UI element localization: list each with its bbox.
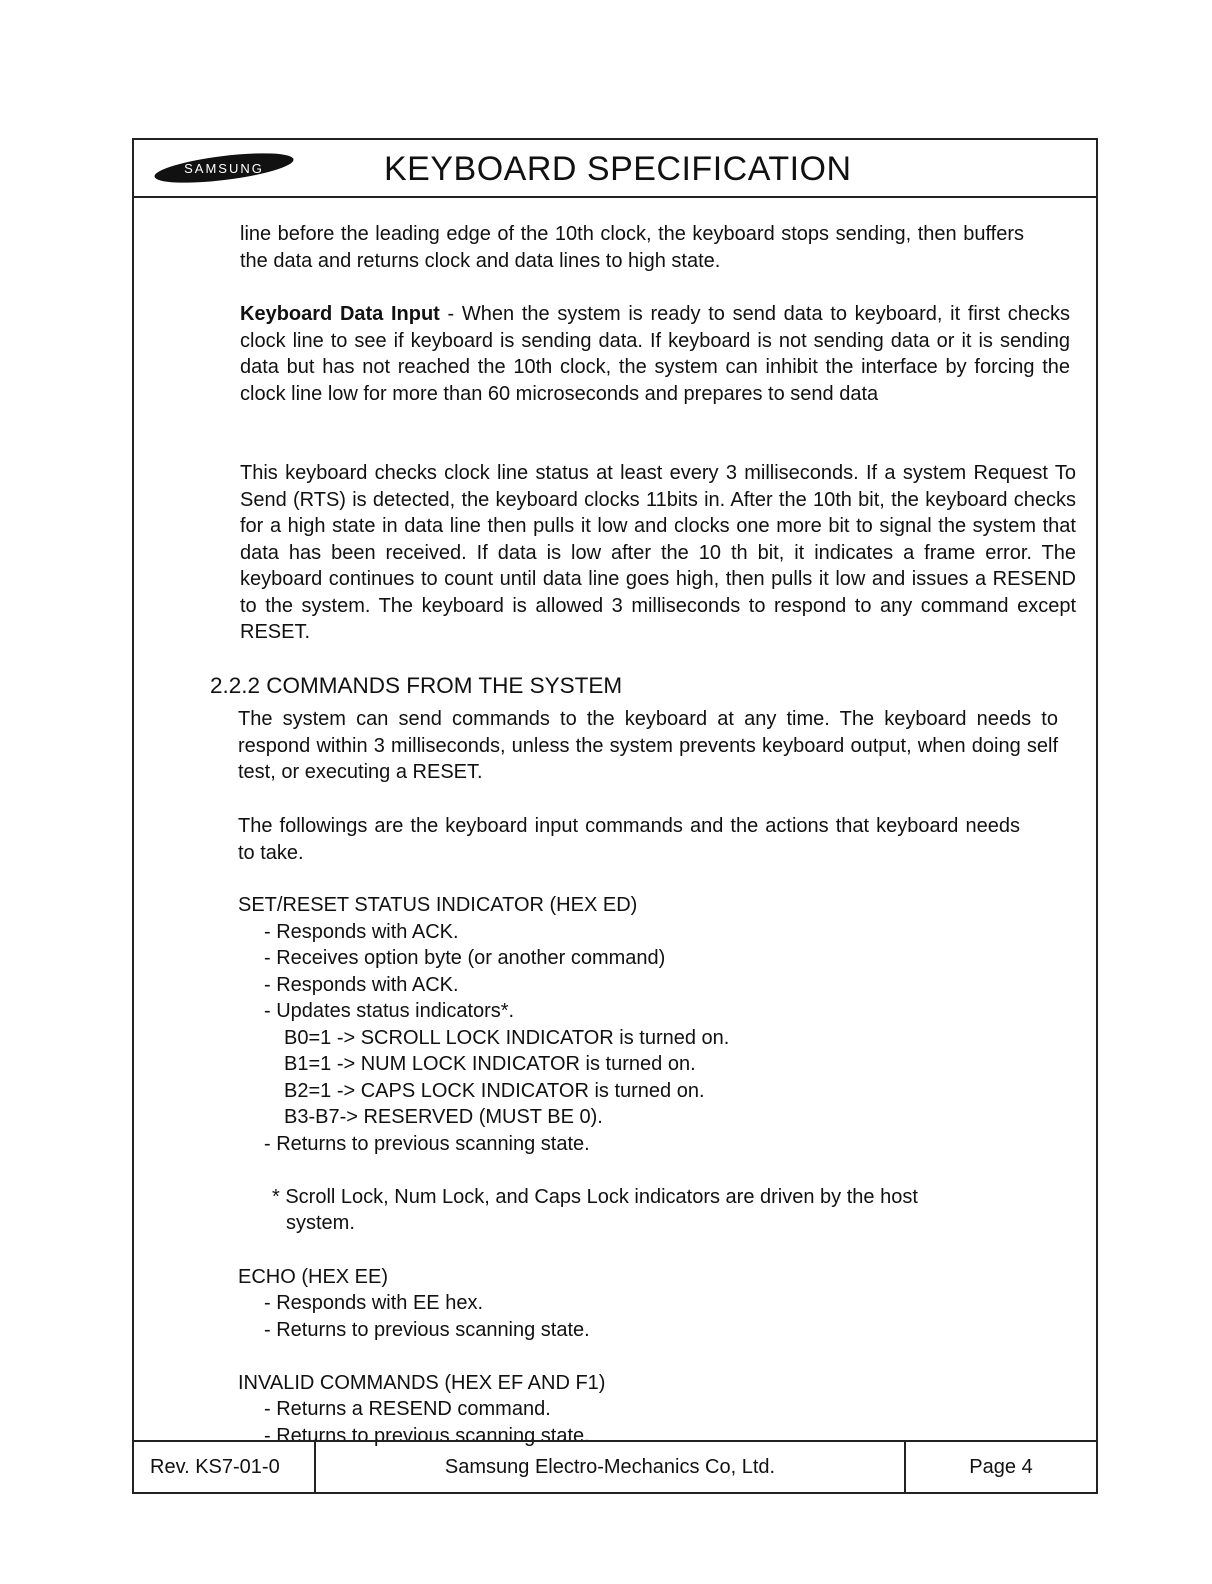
invalid-step: - Returns a RESEND command. <box>264 1398 551 1420</box>
indicator-bit: B3-B7-> RESERVED (MUST BE 0). <box>284 1106 603 1128</box>
samsung-logo <box>152 152 300 184</box>
set-reset-step: - Responds with ACK. <box>264 974 459 996</box>
indicator-bit: B1=1 -> NUM LOCK INDICATOR is turned on. <box>284 1053 696 1075</box>
page-footer <box>134 1440 1096 1492</box>
document-title: KEYBOARD SPECIFICATION <box>384 150 852 188</box>
rts-paragraph: This keyboard checks clock line status at least every 3 milliseconds. If a system Request To Send (RTS) is detected, the keyboard clocks 11bits in. After the 10th bit, the keyboard checks for a high state in data line then pulls it low and clocks one more bit to signal the system that data has been received. If data is low after the 10 th bit, it indicates a frame error. The keyboard continues to count until data line goes high, then pulls it low and issues a RESEND to the system. The keyboard is allowed 3 milliseconds to respond to any command except RESET. <box>240 462 1076 643</box>
section-intro: The system can send commands to the keyboard at any time. The keyboard needs to respond within 3 milliseconds, unless the system prevents keyboard output, when doing self test, or executing a RESET. <box>238 708 1058 783</box>
echo-title: ECHO (HEX EE) <box>238 1266 389 1288</box>
page-content <box>134 198 1096 1447</box>
data-input-paragraph <box>240 301 1070 407</box>
footnote: system. <box>286 1212 355 1234</box>
revision-label: Rev. KS7-01-0 <box>134 1442 316 1492</box>
page-header <box>134 140 1096 198</box>
indicator-bit: B2=1 -> CAPS LOCK INDICATOR is turned on. <box>284 1080 705 1102</box>
set-reset-step: - Receives option byte (or another command) <box>264 947 666 969</box>
set-reset-step: - Returns to previous scanning state. <box>264 1133 590 1155</box>
echo-step: - Returns to previous scanning state. <box>264 1319 590 1341</box>
invalid-title: INVALID COMMANDS (HEX EF AND F1) <box>238 1372 606 1394</box>
set-reset-step: - Updates status indicators*. <box>264 1000 515 1022</box>
svg-text:SAMSUNG: SAMSUNG <box>184 161 264 176</box>
set-reset-step: - Responds with ACK. <box>264 921 459 943</box>
echo-step: - Responds with EE hex. <box>264 1292 483 1314</box>
data-input-text: - When the system is ready to send data to keyboard, it first checks clock line to see if keyboard is sending data. If keyboard is not sending data or it is sending data but has not reached the 10th clock, the system can inhibit the interface by forcing the clock line low for more than 60 microseconds and prepares to send data <box>240 303 1071 405</box>
data-input-term: Keyboard Data Input <box>240 303 440 325</box>
followings-paragraph: The followings are the keyboard input commands and the actions that keyboard needs to take. <box>238 815 1020 864</box>
invalid-step: - Returns to previous scanning state. <box>264 1425 590 1447</box>
continued-paragraph: line before the leading edge of the 10th clock, the keyboard stops sending, then buffers the data and returns clock and data lines to high state. <box>240 223 1024 272</box>
set-reset-title: SET/RESET STATUS INDICATOR (HEX ED) <box>238 894 638 916</box>
section-heading: 2.2.2 COMMANDS FROM THE SYSTEM <box>210 673 623 698</box>
footnote: * Scroll Lock, Num Lock, and Caps Lock indicators are driven by the host <box>272 1186 918 1208</box>
page-frame <box>132 138 1098 1494</box>
page-number: Page 4 <box>969 1455 1033 1478</box>
indicator-bit: B0=1 -> SCROLL LOCK INDICATOR is turned on. <box>284 1027 730 1049</box>
company-name: Samsung Electro-Mechanics Co, Ltd. <box>316 1442 906 1492</box>
